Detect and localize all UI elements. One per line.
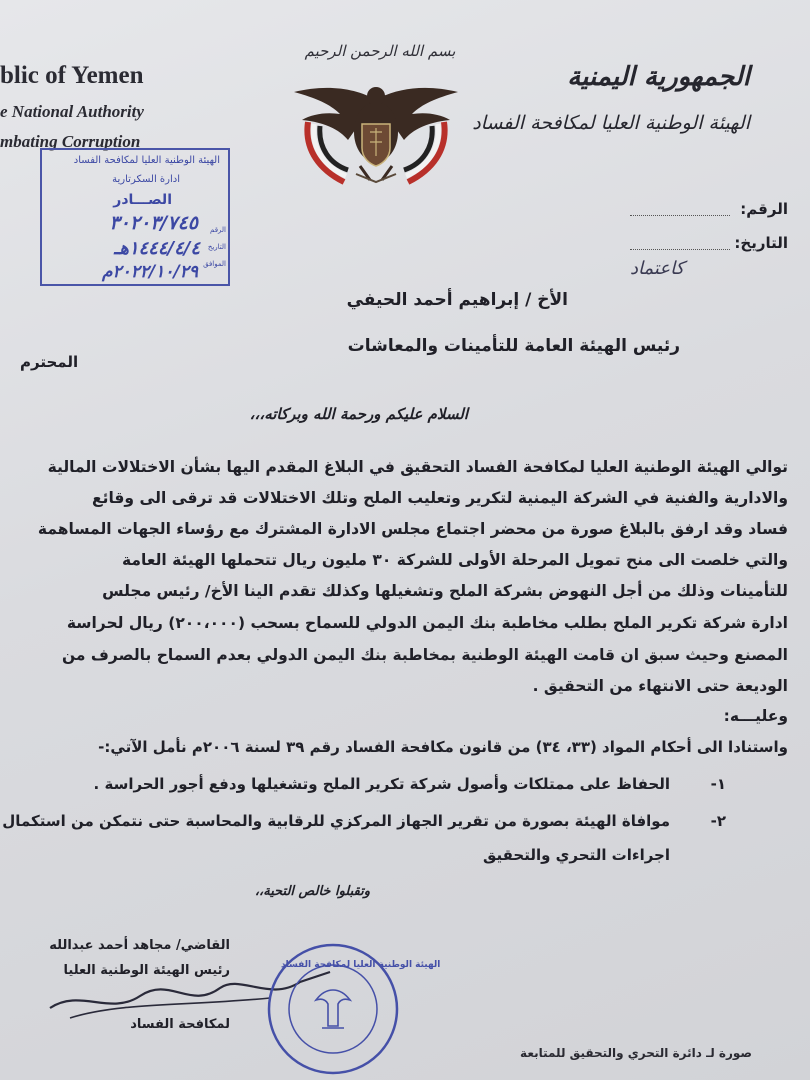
request-number: ٢- bbox=[710, 812, 726, 830]
body-line: والتي خلصت الى منح تمويل المرحلة الأولى للشركة ٣٠ مليون ريال تتحملها الهيئة العامة bbox=[122, 551, 788, 569]
footer-cc: صورة لـ دائرة التحري والتحقيق للمتابعة bbox=[520, 1046, 752, 1060]
greeting: السلام عليكم ورحمة الله وبركاته،،، bbox=[249, 405, 468, 423]
stamp-hijri-date: ١٤٤٤/٤/٤هـ bbox=[114, 238, 200, 259]
stamp-side-label-corresponding: الموافق bbox=[203, 260, 226, 268]
closing-greeting: وتقبلوا خالص التحية،، bbox=[254, 884, 370, 899]
signatory-name: القاضي/ مجاهد أحمد عبدالله bbox=[49, 938, 230, 953]
request-text: موافاة الهيئة بصورة من تقرير الجهاز المركزي للرقابية والمحاسبة حتى نتمكن من استكمال bbox=[2, 812, 670, 830]
addressee-honorific: المحترم bbox=[20, 353, 79, 371]
body-line: فساد وقد ارفق بالبلاغ صورة من محضر اجتماع مجلس الادارة المشترك مع رؤساء الجهات المساهمة bbox=[37, 520, 788, 538]
request-text-continued: اجراءات التحري والتحقيق bbox=[482, 846, 670, 864]
stamp-type: الصـــادر bbox=[113, 192, 172, 208]
letterhead-english-line2: e National Authority bbox=[0, 102, 144, 121]
body-line: والادارية والفنية في الشركة اليمنية لتكرير وتعليب الملح وتلك الاختلالات قد ترقى الى وقائع bbox=[92, 489, 788, 507]
reference-number-line bbox=[630, 215, 730, 216]
letterhead-english-line3: mbating Corruption bbox=[0, 132, 141, 151]
addressee-name: الأخ / إبراهيم أحمد الحيفي bbox=[346, 290, 568, 310]
stamp-number: ٣٠٢٠٣/٧٤٥ bbox=[109, 212, 198, 234]
stamp-gregorian-date: ٢٠٢٢/١٠/٢٩م bbox=[102, 262, 198, 282]
registry-stamp bbox=[40, 148, 230, 286]
body-line: الوديعة حتى الانتهاء من التحقيق . bbox=[532, 677, 788, 695]
stamp-side-label-number: الرقم bbox=[210, 226, 226, 234]
addressee-title: رئيس الهيئة العامة للتأمينات والمعاشات bbox=[347, 336, 680, 356]
body-line: المصنع وحيث سبق ان قامت الهيئة الوطنية بمخاطبة بنك اليمن الدولي بعدم السماح بالصرف من bbox=[61, 646, 788, 664]
legal-basis: واستنادا الى أحكام المواد (٣٣، ٣٤) من قانون مكافحة الفساد رقم ٣٩ لسنة ٢٠٠٦م نأمل الآتي:- bbox=[98, 738, 788, 756]
letterhead-arabic-authority: الهيئة الوطنية العليا لمكافحة الفساد bbox=[472, 112, 750, 134]
handwritten-note: كاعتماد bbox=[630, 258, 685, 279]
yemen-eagle-emblem-icon bbox=[286, 70, 466, 190]
letterhead-arabic-republic: الجمهورية اليمنية bbox=[567, 62, 750, 92]
body-line: توالي الهيئة الوطنية العليا لمكافحة الفساد التحقيق في البلاغ المقدم اليها بشأن الاختلالات المالية bbox=[47, 458, 788, 476]
conclusion-label: وعليـــه: bbox=[723, 707, 788, 725]
signatory-title-line2: لمكافحة الفساد bbox=[130, 1017, 230, 1032]
reference-date-label: التاريخ: bbox=[734, 234, 788, 252]
reference-number-label: الرقم: bbox=[740, 200, 788, 218]
letterhead-english-line1: blic of Yemen bbox=[0, 62, 144, 89]
body-line: للتأمينات وذلك من أجل النهوض بشركة الملح وتشغيلها وكذلك تقدم الينا الأخ/ رئيس مجلس bbox=[102, 582, 788, 600]
body-line: ادارة شركة تكرير الملح بطلب مخاطبة بنك اليمن الدولي للسماح بسحب (٢٠٠،٠٠٠) ريال لحراسة bbox=[66, 614, 788, 632]
stamp-side-label-date: التاريخ bbox=[207, 243, 226, 251]
stamp-authority: الهيئة الوطنية العليا لمكافحة الفساد bbox=[73, 155, 220, 166]
reference-date-line bbox=[630, 249, 730, 250]
signatory-title: رئيس الهيئة الوطنية العليا bbox=[63, 963, 230, 978]
basmala: بسم الله الرحمن الرحيم bbox=[304, 42, 456, 60]
request-number: ١- bbox=[710, 775, 726, 793]
stamp-department: ادارة السكرتارية bbox=[112, 174, 180, 185]
official-seal-text: الهيئة الوطنية العليا لمكافحة الفساد bbox=[281, 960, 441, 970]
request-text: الحفاظ على ممتلكات وأصول شركة تكرير الملح وتشغيلها ودفع أجور الحراسة . bbox=[93, 775, 670, 793]
